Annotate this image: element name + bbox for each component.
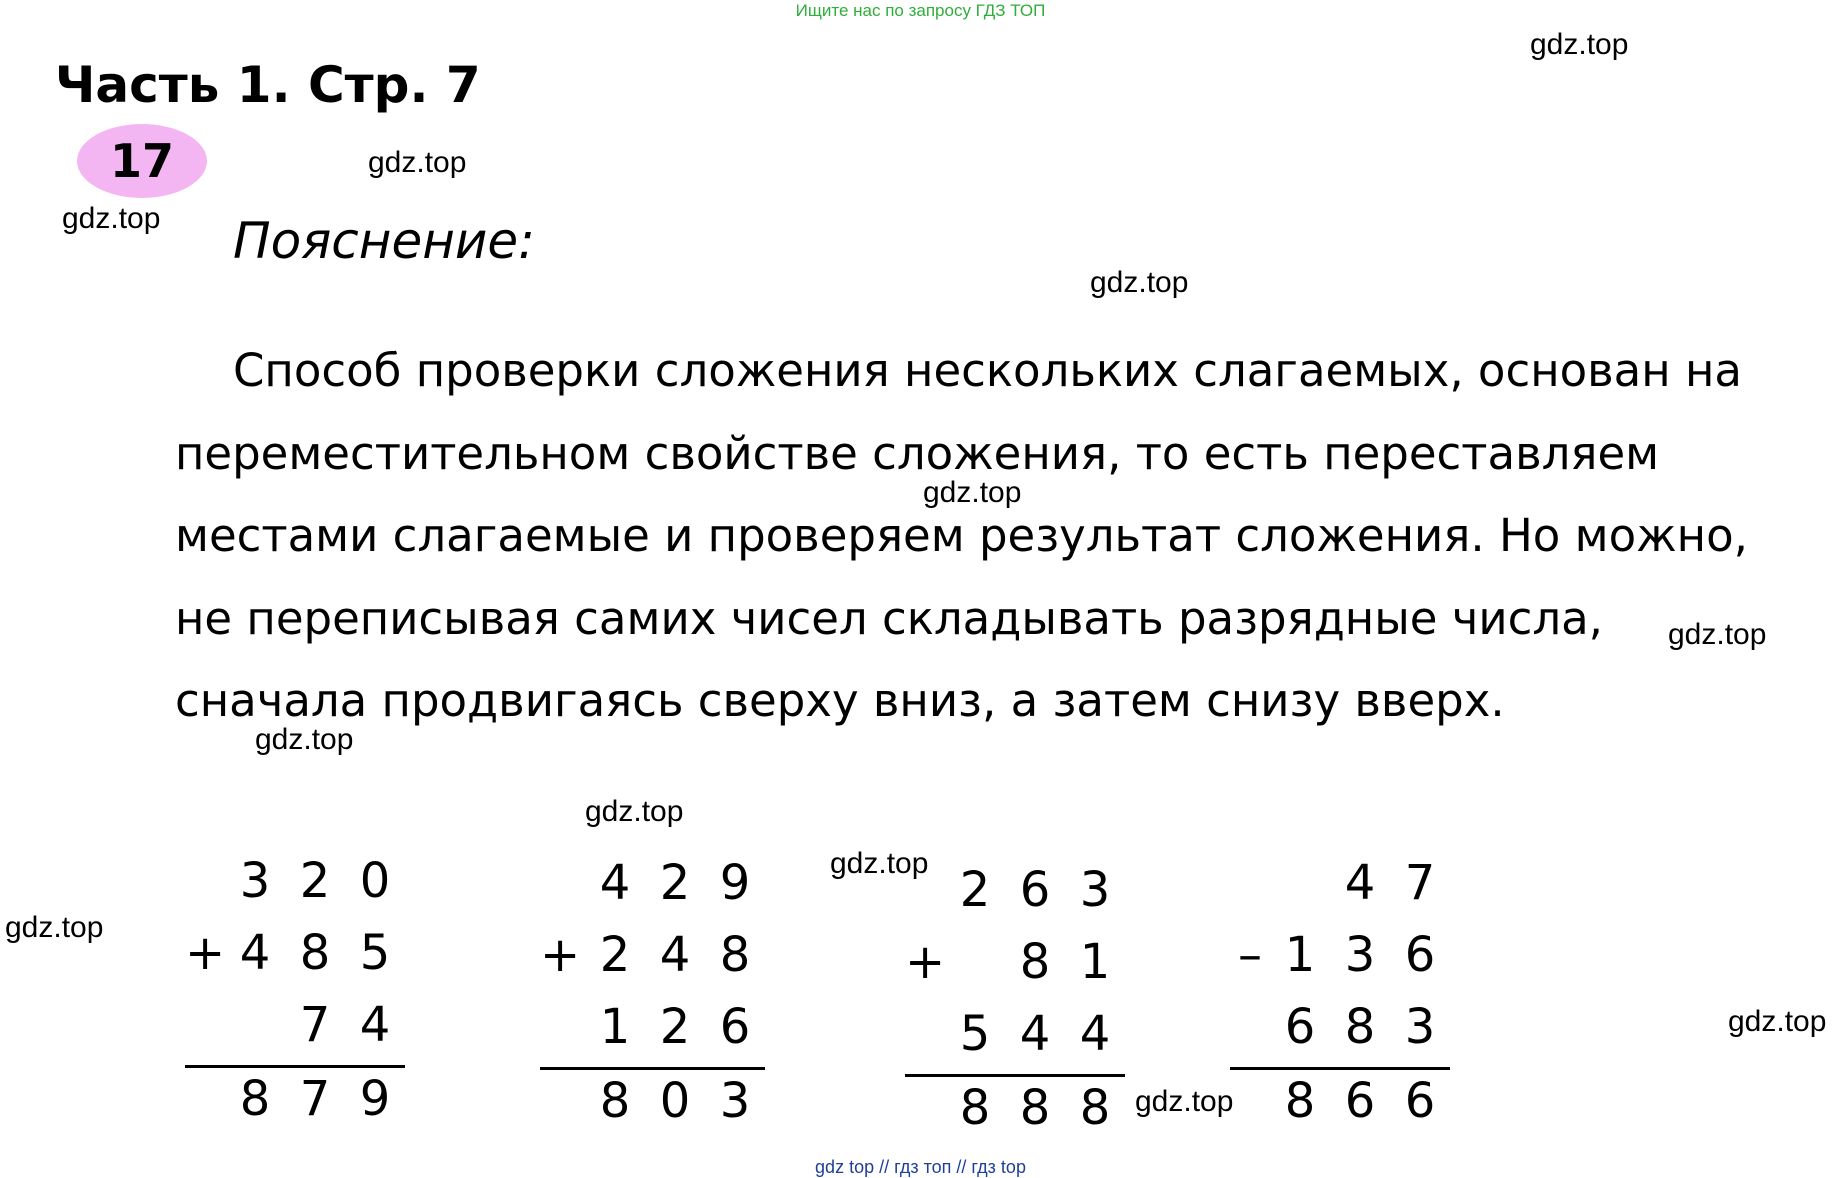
column-row	[1230, 927, 1450, 987]
column-row	[905, 934, 1125, 994]
watermark: gdz.top	[1135, 1085, 1234, 1118]
column-result	[1230, 1073, 1450, 1133]
operation-sign: +	[540, 927, 581, 983]
row-number: 8 1	[1019, 934, 1111, 990]
column-row	[1230, 999, 1450, 1059]
column-row	[185, 853, 405, 913]
result-number: 8 7 9	[239, 1071, 391, 1127]
paragraph-line: Способ проверки сложения нескольких слагаемых, основан на	[233, 344, 1742, 397]
explanation-title: Пояснение:	[233, 212, 536, 270]
row-number: 3 2 0	[239, 853, 391, 909]
sum-line	[1230, 1067, 1450, 1070]
row-number: 5 4 4	[959, 1006, 1111, 1062]
column-row	[540, 999, 765, 1059]
footer-watermark: gdz top // гдз топ // гдз top	[815, 1157, 1026, 1177]
column-sum-1	[185, 853, 405, 1133]
column-row	[905, 862, 1125, 922]
sum-line	[185, 1065, 405, 1068]
row-number: 1 2 6	[599, 999, 751, 1055]
watermark: gdz.top	[923, 476, 1022, 509]
watermark: gdz.top	[1090, 266, 1189, 299]
row-number: 4 8 5	[239, 925, 391, 981]
result-number: 8 0 3	[599, 1073, 751, 1129]
row-number: 2 6 3	[959, 862, 1111, 918]
column-row	[185, 997, 405, 1057]
row-number: 1 3 6	[1284, 927, 1436, 983]
watermark: gdz.top	[1530, 28, 1629, 61]
watermark: gdz.top	[5, 911, 104, 944]
column-sum-2	[540, 855, 765, 1135]
paragraph-line: не переписывая самих чисел складывать разрядные числа,	[175, 591, 1603, 645]
paragraph-line: сначала продвигаясь сверху вниз, а затем снизу вверх.	[175, 674, 1505, 727]
column-row	[1230, 855, 1450, 915]
watermark: gdz.top	[255, 723, 354, 756]
watermark: gdz.top	[830, 847, 929, 880]
task-number-badge	[77, 124, 207, 198]
row-number: 7 4	[299, 997, 391, 1053]
watermark: gdz.top	[62, 202, 161, 235]
watermark: gdz.top	[585, 795, 684, 828]
result-number: 8 8 8	[959, 1080, 1111, 1136]
column-row	[540, 927, 765, 987]
column-row	[540, 855, 765, 915]
paragraph-line: местами слагаемые и проверяем результат сложения. Но можно,	[175, 509, 1748, 562]
column-row	[905, 1006, 1125, 1066]
operation-sign: –	[1238, 927, 1262, 983]
sum-line	[905, 1074, 1125, 1077]
column-row	[185, 925, 405, 985]
task-number: 17	[109, 134, 174, 188]
row-number: 6 8 3	[1284, 999, 1436, 1055]
watermark: gdz.top	[1668, 618, 1767, 651]
top-search-note: Ищите нас по запросу ГДЗ ТОП	[795, 1, 1046, 20]
operation-sign: +	[905, 934, 946, 990]
column-result	[905, 1080, 1125, 1140]
operation-sign: +	[185, 925, 226, 981]
watermark: gdz.top	[1728, 1005, 1827, 1038]
column-result	[540, 1073, 765, 1133]
result-number: 8 6 6	[1284, 1073, 1436, 1129]
column-sum-4	[1230, 855, 1450, 1135]
row-number: 4 7	[1344, 855, 1436, 911]
explanation-paragraph	[175, 330, 1835, 743]
watermark: gdz.top	[368, 146, 467, 179]
row-number: 4 2 9	[599, 855, 751, 911]
column-sum-3	[905, 862, 1125, 1142]
page-heading: Часть 1. Стр. 7	[55, 56, 481, 114]
column-result	[185, 1071, 405, 1131]
sum-line	[540, 1067, 765, 1070]
row-number: 2 4 8	[599, 927, 751, 983]
paragraph-line: переместительном свойстве сложения, то есть переставляем	[175, 426, 1660, 480]
